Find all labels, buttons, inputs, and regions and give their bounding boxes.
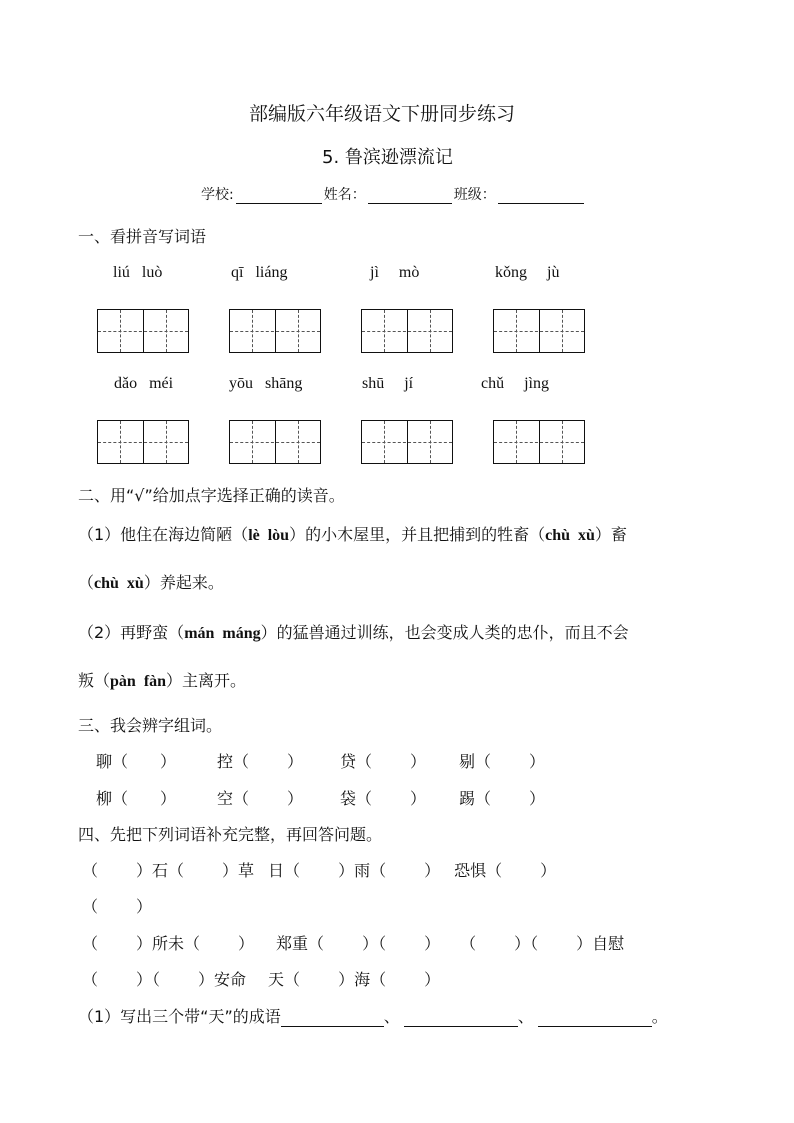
writing-grid[interactable] xyxy=(97,309,189,353)
pinyin-4 xyxy=(495,264,559,282)
pinyin-2 xyxy=(231,264,287,282)
pinyin-choice[interactable]: chù xù xyxy=(94,575,144,592)
pinyin-syllable: dǎo xyxy=(114,375,138,392)
section3-heading: 三、我会辨字组词。 xyxy=(78,716,223,735)
pinyin-syllable: jù xyxy=(547,264,560,281)
char-item: 空（ xyxy=(217,789,250,808)
pinyin-choice[interactable]: mán máng xyxy=(184,625,261,642)
lesson-title: 5. 鲁滨逊漂流记 xyxy=(322,147,453,168)
class-blank[interactable] xyxy=(498,187,584,204)
pinyin-syllable: chǔ xyxy=(481,375,505,392)
text: （2）再野蛮（ xyxy=(78,623,185,642)
char-pair-row-2 xyxy=(96,786,176,809)
char-pair-row-1 xyxy=(96,749,176,772)
writing-grid[interactable] xyxy=(361,309,453,353)
char-item: 贷（ xyxy=(340,752,373,771)
question-label: （1）写出三个带“天”的成语 xyxy=(78,1007,281,1026)
text: （ xyxy=(82,934,99,953)
text: ）海（ xyxy=(338,970,387,989)
pinyin-syllable: jìng xyxy=(524,375,549,392)
char-pair-row-2b xyxy=(217,786,303,809)
char-item: 柳（ xyxy=(96,789,129,808)
text: ） xyxy=(136,897,153,916)
char-pair-row-2c xyxy=(340,786,426,809)
text: 郑重（ xyxy=(276,934,325,953)
school-label: 学校: xyxy=(201,187,234,203)
text: ）草 xyxy=(222,861,255,880)
text: 叛（ xyxy=(78,671,111,690)
school-blank[interactable] xyxy=(236,187,322,204)
writing-grid[interactable] xyxy=(97,420,189,464)
text: ） xyxy=(238,934,255,953)
pinyin-choice[interactable]: chù xù xyxy=(545,527,595,544)
text: ）（ xyxy=(362,934,387,953)
answer-line[interactable] xyxy=(538,1010,652,1027)
text: ）雨（ xyxy=(338,861,387,880)
pinyin-choice[interactable]: pàn fàn xyxy=(110,673,167,690)
writing-grid[interactable] xyxy=(493,309,585,353)
page-title: 部编版六年级语文下册同步练习 xyxy=(249,103,516,125)
period: 。 xyxy=(651,1007,668,1026)
question-2-1-line2 xyxy=(78,570,224,593)
class-label: 班级： xyxy=(453,187,496,203)
pinyin-choice[interactable]: lè lòu xyxy=(248,527,290,544)
char-pair-row-2d xyxy=(459,786,545,809)
text: （ xyxy=(82,861,99,880)
pinyin-syllable: méi xyxy=(149,375,174,392)
char-item: 袋（ xyxy=(340,789,373,808)
text: ）石（ xyxy=(136,861,185,880)
char-item: 控（ xyxy=(217,752,250,771)
answer-line[interactable] xyxy=(281,1010,384,1027)
text: （1）他住在海边简陋（ xyxy=(78,525,249,544)
text: ）主离开。 xyxy=(166,671,247,690)
text: （ xyxy=(460,934,477,953)
text: （ xyxy=(82,970,99,989)
question-4-1 xyxy=(78,1004,668,1027)
char-item: ） xyxy=(287,752,304,771)
pinyin-syllable: shū xyxy=(362,375,385,392)
char-item: ） xyxy=(410,752,427,771)
text: ） xyxy=(424,861,441,880)
text: 日（ xyxy=(268,861,301,880)
char-item: ） xyxy=(287,789,304,808)
question-2-2-line1 xyxy=(78,620,629,643)
text: ）的小木屋里，并且把捕到的牲畜（ xyxy=(289,525,546,544)
char-item: ） xyxy=(160,752,177,771)
text: ）（ xyxy=(514,934,539,953)
char-pair-row-1d xyxy=(459,749,545,772)
pinyin-7 xyxy=(362,375,413,393)
idiom-line-2 xyxy=(82,894,152,917)
section4-heading: 四、先把下列词语补充完整，再回答问题。 xyxy=(78,825,383,844)
pinyin-8 xyxy=(481,375,549,393)
idiom-line-4 xyxy=(82,967,440,990)
char-item: ） xyxy=(410,789,427,808)
text: ）所未（ xyxy=(136,934,201,953)
text: （ xyxy=(78,573,95,592)
char-item: ） xyxy=(529,752,546,771)
text: ）养起来。 xyxy=(143,573,224,592)
pinyin-3 xyxy=(370,264,419,282)
name-blank[interactable] xyxy=(368,187,452,204)
text: ）（ xyxy=(136,970,161,989)
pinyin-syllable: liáng xyxy=(255,264,288,281)
pinyin-syllable: jí xyxy=(404,375,414,392)
separator: 、 xyxy=(517,1007,534,1026)
pinyin-syllable: luò xyxy=(141,264,163,281)
text: ）自慰 xyxy=(576,934,625,953)
writing-grid[interactable] xyxy=(361,420,453,464)
text: ） xyxy=(424,970,441,989)
char-item: ） xyxy=(160,789,177,808)
pinyin-syllable: kǒng xyxy=(495,264,527,281)
text: 天（ xyxy=(268,970,301,989)
pinyin-syllable: shāng xyxy=(265,375,303,392)
pinyin-syllable: liú xyxy=(113,264,130,281)
separator: 、 xyxy=(383,1007,400,1026)
pinyin-5 xyxy=(114,375,173,393)
writing-grid[interactable] xyxy=(493,420,585,464)
writing-grid[interactable] xyxy=(229,420,321,464)
section1-heading: 一、看拼音写词语 xyxy=(78,227,207,246)
text: ）畜 xyxy=(594,525,627,544)
text: ）安命 xyxy=(198,970,247,989)
char-item: 聊（ xyxy=(96,752,129,771)
text: ）的猛兽通过训练，也会变成人类的忠仆，而且不会 xyxy=(260,623,629,642)
char-pair-row-1c xyxy=(340,749,426,772)
question-2-1-line1 xyxy=(78,522,627,545)
question-2-2-line2 xyxy=(78,668,246,691)
idiom-line-1 xyxy=(82,858,556,881)
pinyin-syllable: jì xyxy=(370,264,379,281)
pinyin-syllable: mò xyxy=(398,264,420,281)
char-item: 踢（ xyxy=(459,789,492,808)
name-label: 姓名： xyxy=(323,187,366,203)
char-pair-row-1b xyxy=(217,749,303,772)
char-item: 剔（ xyxy=(459,752,492,771)
text: ） xyxy=(540,861,557,880)
idiom-line-3 xyxy=(82,931,624,954)
pinyin-1 xyxy=(113,264,162,282)
pinyin-syllable: yōu xyxy=(229,375,253,392)
section2-heading: 二、用“√”给加点字选择正确的读音。 xyxy=(78,486,345,505)
writing-grid[interactable] xyxy=(229,309,321,353)
student-info-row xyxy=(201,184,586,204)
char-item: ） xyxy=(529,789,546,808)
answer-line[interactable] xyxy=(404,1010,518,1027)
text: 恐惧（ xyxy=(454,861,503,880)
text: （ xyxy=(82,897,99,916)
pinyin-syllable: qī xyxy=(231,264,244,281)
pinyin-6 xyxy=(229,375,302,393)
text: ） xyxy=(424,934,441,953)
